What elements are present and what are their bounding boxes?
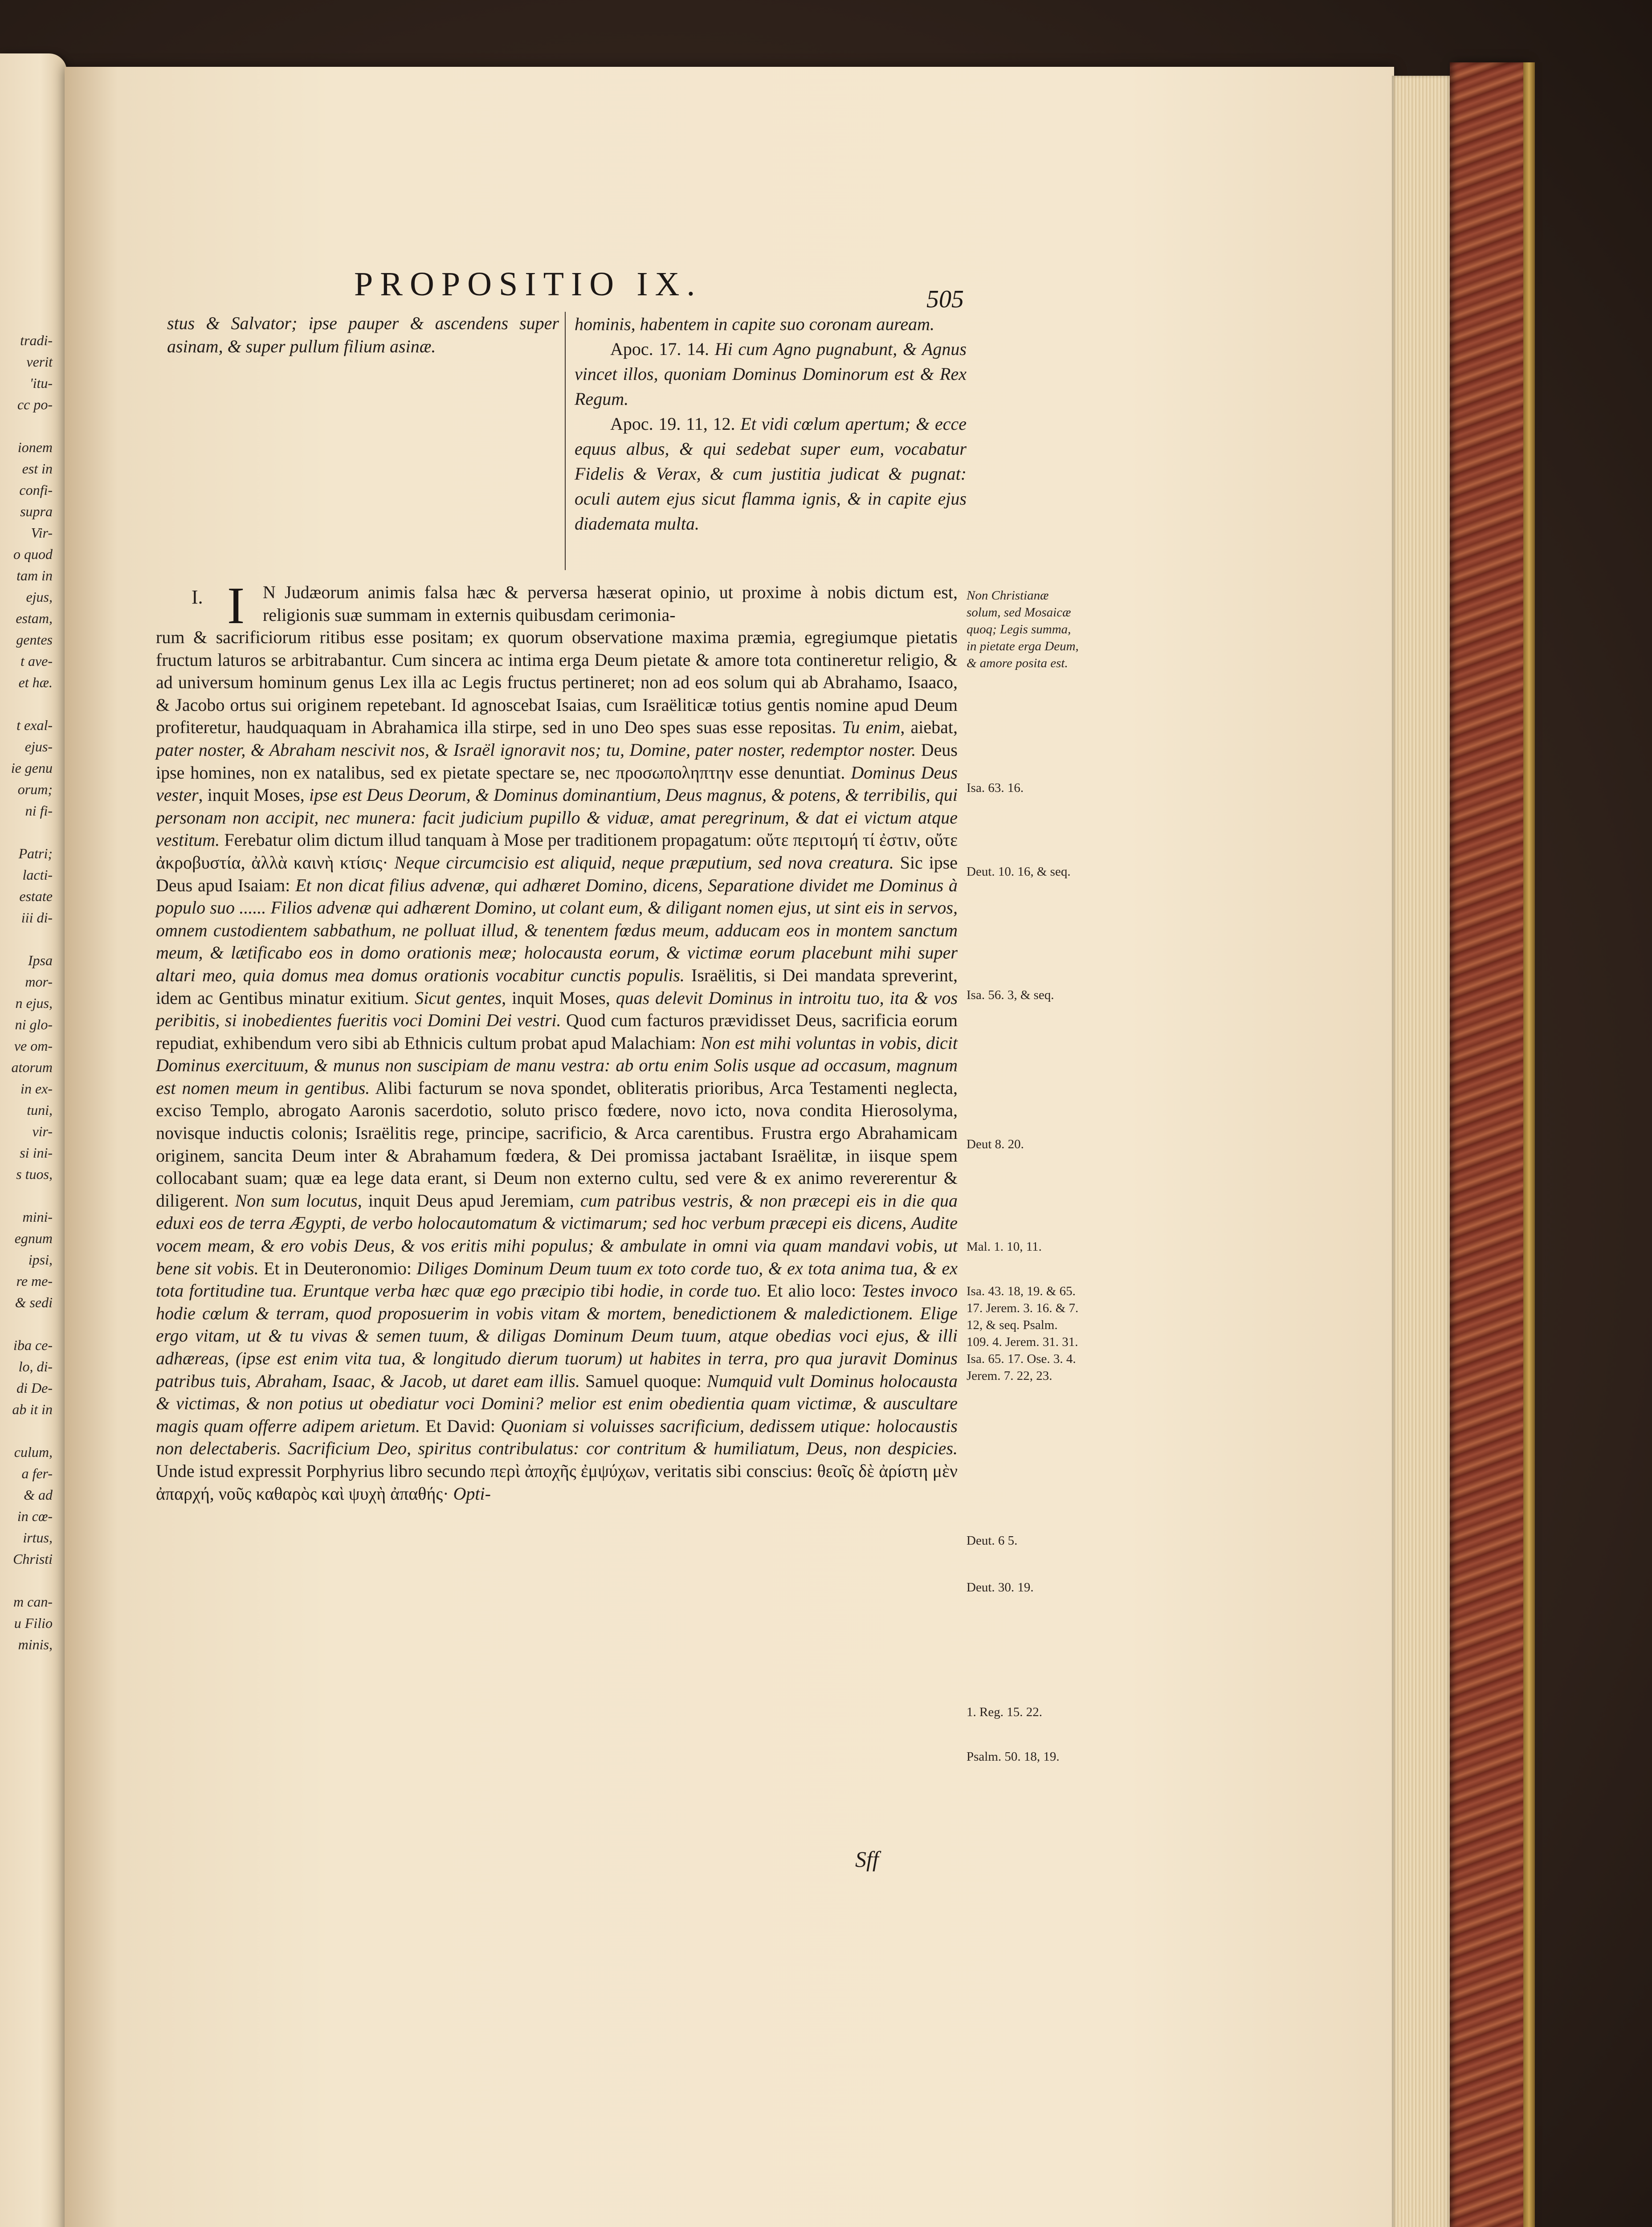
left-page-fragment: m can-: [13, 1594, 53, 1610]
left-page-fragment: tam in: [16, 567, 53, 583]
left-page-fragment: [0, 1570, 62, 1591]
top-right-column: [575, 312, 967, 536]
left-page-fragment: [0, 1185, 62, 1206]
quoted-text: Dominus Deus vester: [156, 762, 958, 805]
section-opening: N Judæorum animis falsa hæc & perversa hæserat opinio, ut proxime à nobis dictum est, religionis suæ summam in externis quibusdam cerimonia-: [263, 582, 958, 625]
gilt-edge: [1523, 62, 1535, 2227]
left-page-fragment: & sedi: [15, 1294, 53, 1310]
left-page-fragment: o quod: [13, 546, 53, 562]
quoted-text: Sicut gentes: [415, 987, 502, 1008]
left-page-fragment: re me-: [16, 1273, 53, 1289]
left-page-fragment: ie genu: [11, 760, 53, 776]
running-head: PROPOSITIO IX.: [354, 265, 702, 303]
left-page-fragment: [0, 693, 62, 714]
left-page-fragment: tuni,: [27, 1102, 53, 1118]
quoted-text: Testes invoco hodie cœlum & terram, quod proposuerim in vobis vitam & mortem, benedictionem & maledictionem. Elige ergo vitam, ut & tu vivas & semen tuum, & diligas Dominum Deum tuum, atque obedias voci ejus, & illi adhæreas, (ipse est enim vita tua, & longitudo dierum tuorum) ut habites in terra, pro qua juravit Dominus patribus tuis, Abraham, Isaac, & Jacob, ut daret eam illis.: [156, 1281, 958, 1391]
quoted-text: quas delevit Dominus in introitu tuo, ita & vos peribitis, si inobedientes fueritis voci Domini Dei vestri.: [156, 987, 958, 1031]
margin-note-ref: Deut 8. 20.: [967, 1137, 1024, 1151]
verse-reference: Apoc. 19. 11, 12.: [610, 414, 741, 434]
left-page-fragment: orum;: [17, 781, 53, 797]
verse-text: Hi cum Agno pugnabunt, & Agnus vincet illos, quoniam Dominus Dominorum est & Rex Regum.: [575, 339, 967, 409]
marbled-cover-edge: [1450, 62, 1526, 2227]
left-page-fragment: ipsi,: [28, 1252, 53, 1268]
verse-text: Et vidi cœlum apertum; & ecce equus albus, & qui sedebat super eum, vocabatur Fidelis & Verax, & cum justitia judicat & pugnat: oculi autem ejus sicut flamma ignis, & in capite ejus diademata multa.: [575, 414, 967, 534]
section-body: [156, 626, 958, 1505]
body-text: Samuel quoque:: [580, 1370, 707, 1391]
left-page-fragment: lacti-: [22, 867, 53, 883]
verse-text: hominis, habentem in capite suo coronam auream.: [575, 314, 935, 334]
body-text: , inquit Moses,: [502, 987, 616, 1008]
left-page-fragment: lo, di-: [18, 1358, 53, 1375]
body-text: Israëlitis, si Dei mandata spreverint, idem ac Gentibus minatur exitium.: [156, 965, 958, 1008]
left-page-fragment: si ini-: [20, 1145, 53, 1161]
margin-note-summary: Non Christianæ solum, sed Mosaicæ quoq; Legis summa, in pietate erga Deum, & amore posita est.: [967, 588, 1079, 670]
quoted-text: ipse est Deus Deorum, & Dominus dominantium, Deus magnus, & potens, & terribilis, qui personam non accipit, nec munera: facit judicium pupillo & viduæ, amat peregrinum, & dat ei victum atque vestitum.: [156, 785, 958, 850]
quoted-text: Numquid vult Dominus holocausta & victimas, & non potius ut obediatur voci Domini? melior est enim obedientia quam victimæ, & auscultare magis quam offerre adipem arietum.: [156, 1370, 958, 1436]
left-page-fragment: [0, 1313, 62, 1334]
verse-paragraph: [575, 337, 967, 412]
quoted-text: Non est mihi voluntas in vobis, dicit Dominus exercituum, & munus non suscipiam de manu vestra: ab ortu enim Solis usque ad occasum, magnum est nomen meum in gentibus.: [156, 1032, 958, 1098]
left-page-fragment: ve om-: [14, 1038, 53, 1054]
left-page-fragment: [0, 928, 62, 950]
margin-note-ref: Deut. 30. 19.: [967, 1580, 1034, 1595]
left-page-fragment: ab it in: [12, 1401, 53, 1417]
quoted-text: Opti-: [453, 1483, 491, 1504]
body-text: , aiebat,: [900, 717, 958, 738]
left-page-fragment: mor-: [25, 974, 53, 990]
left-page-fragment: gentes: [16, 632, 53, 648]
quoted-text: Diliges Dominum Deum tuum ex toto corde tuo, & ex tota anima tua, & ex tota fortitudine tua. Eruntque verba hæc quæ ego præcipio tibi hodie, in corde tuo.: [156, 1258, 958, 1301]
left-page-fragment: iba ce-: [13, 1337, 53, 1353]
verse-paragraph: [575, 412, 967, 536]
quoted-text: Non sum locutus: [235, 1190, 358, 1211]
body-text: Deus ipse homines, non ex natalibus, sed ex pietate spectare se, nec προσωποληπτην esse denuntiat.: [156, 739, 958, 783]
left-page-fragment: ni glo-: [15, 1016, 53, 1032]
margin-note-ref: Isa. 63. 16.: [967, 781, 1024, 795]
left-page-fragment: u Filio: [14, 1615, 53, 1631]
left-page-fragment: in ex-: [20, 1081, 53, 1097]
body-text: Unde istud expressit Porphyrius libro secundo περὶ ἀποχῆς ἐμψύχων, veritatis sibi conscius: θεοῖς δὲ ἀρίστη μὲν ἀπαρχή, νοῦς καθαρὸς καὶ ψυχὴ ἀπαθής·: [156, 1460, 958, 1504]
signature-mark: Sff: [855, 1847, 879, 1872]
left-page-fragment: Patri;: [18, 845, 53, 861]
drop-cap: I: [227, 576, 245, 635]
body-text: Quod cum facturos prævidisset Deus, sacrificia eorum repudiat, exhibendum vero sibi ab Ethnicis cultum probat apud Malachiam:: [156, 1010, 958, 1053]
left-page-fragments: [0, 330, 62, 1655]
left-page-fragment: et hæ.: [18, 674, 53, 690]
verse-paragraph: [575, 312, 967, 337]
left-page-fragment: in cœ-: [17, 1508, 53, 1524]
body-text: , inquit Moses,: [198, 785, 309, 805]
left-page-fragment: estam,: [16, 610, 53, 626]
left-page-fragment: ejus,: [26, 589, 53, 605]
left-page-fragment: mini-: [22, 1209, 53, 1225]
body-text: Alibi facturum se nova spondet, obliteratis prioribus, Arca Testamenti neglecta, exciso Templo, abrogato Aaronis sacerdotio, soluto prisco fœdere, novo icto, nova condita Hierosolyma, novisque inductis colonis; Israëlitis rege, principe, sacrificio, & Arca carentibus. Frustra ergo Abrahamicam originem, sancita Deum inter & Abrahamum fœdera, & Dei promissa jactabant Israëlitæ, in iisque spem collocabant suam; quæ ea lege data erant, si Deum non externo cultu, sed vere & ex animo revererentur & diligerent.: [156, 1077, 958, 1211]
left-page-fragment: Vir-: [31, 525, 53, 541]
left-page-fragment: [0, 415, 62, 436]
margin-note-ref: Deut. 10. 16, & seq.: [967, 865, 1071, 879]
left-page-fragment: t exal-: [16, 717, 53, 733]
body-text: Et alio loco:: [761, 1281, 862, 1301]
left-page-fragment: vir-: [32, 1123, 53, 1139]
body-text: Et in Deuteronomio:: [258, 1258, 417, 1278]
quoted-text: Quoniam si voluisses sacrificium, dedissem utique: holocaustis non delectaberis. Sacrificium Deo, spiritus contribulatus: cor contritum & humiliatum, Deus, non despicies.: [156, 1415, 958, 1459]
left-page-fragment: 'itu-: [29, 375, 53, 391]
margin-note-ref: 1. Reg. 15. 22.: [967, 1705, 1042, 1719]
left-page-fragment: atorum: [11, 1059, 53, 1075]
left-page-fragment: Christi: [13, 1551, 53, 1567]
quoted-text: pater noster, & Abraham nescivit nos, & Israël ignoravit nos; tu, Domine, pater noster, redemptor noster.: [156, 739, 916, 760]
verse-reference: Apoc. 17. 14.: [610, 339, 715, 359]
left-page-fragment: supra: [20, 503, 53, 519]
body-text: Sic ipse Deus apud Isaiam:: [156, 852, 958, 895]
left-page-fragment: t ave-: [20, 653, 53, 669]
section-number: I.: [192, 586, 203, 608]
page-block-edge: [1392, 76, 1450, 2227]
left-page-fragment: cc po-: [17, 396, 53, 412]
page-number: 505: [926, 286, 964, 313]
margin-note-ref: Isa. 56. 3, & seq.: [967, 988, 1054, 1002]
left-page-fragment: [0, 1420, 62, 1441]
left-page-fragment: & ad: [24, 1487, 53, 1503]
left-page-fragment: ejus-: [24, 738, 53, 755]
left-page-fragment: [0, 821, 62, 843]
left-page-fragment: irtus,: [23, 1530, 53, 1546]
body-text: , inquit Deus apud Jeremiam,: [357, 1190, 580, 1211]
margin-note-ref: Isa. 43. 18, 19. & 65. 17. Jerem. 3. 16. & 7. 12, & seq. Psalm. 109. 4. Jerem. 31. 31. Isa. 65. 17. Ose. 3. 4. Jerem. 7. 22, 23.: [967, 1284, 1079, 1383]
margin-note-ref: Psalm. 50. 18, 19.: [967, 1750, 1060, 1764]
left-page-fragment: confi-: [19, 482, 53, 498]
left-page-fragment: ni fi-: [25, 803, 53, 819]
left-page-edge: [0, 53, 67, 2227]
left-page-fragment: estate: [19, 888, 53, 904]
left-page-fragment: egnum: [14, 1230, 53, 1246]
margin-note-ref: Deut. 6 5.: [967, 1534, 1018, 1548]
quoted-text: cum patribus vestris, & non præcepi eis in die qua eduxi eos de terra Ægypti, de verbo holocautomatum & victimarum; sed hoc verbum præcepi eis dicens, Audite vocem meam, & ero vobis Deus, & vos eritis mihi populus; & ambulate in omni via quam mandavi vobis, ut bene sit vobis.: [156, 1190, 958, 1278]
body-text: Et David:: [420, 1415, 501, 1436]
left-page-fragment: a fer-: [21, 1465, 53, 1481]
quoted-text: Tu enim: [842, 717, 901, 738]
left-page-fragment: di De-: [16, 1380, 53, 1396]
body-text: Ferebatur olim dictum illud tanquam à Mose per traditionem propagatum: οὔτε περιτομή τί ἐστιν, οὔτε ἀκροβυστία, ἀλλὰ καινὴ κτίσις·: [156, 830, 958, 873]
body-text: rum & sacrificiorum ritibus esse positam; ex quorum observatione maxima præmia, egregiumque pietatis fructum laturos se arbitrabantur. Cum sincera ac intima erga Deum pietate & amore tota contineretur religio, & ad universum hominum genus Lex illa ac Legis fructus pertineret; non ad eos solum qui ab Abrahamo, Isaaco, & Jacobo ortus sui originem repetebant. Id agnoscebat Isaias, cum Israëliticæ totius gentis nomine apud Deum profiteretur, haudquaquam in Abrahamica illa stirpe, sed in uno Deo spes suas esse repositas.: [156, 627, 958, 738]
left-page-fragment: culum,: [14, 1444, 53, 1460]
quoted-text: Neque circumcisio est aliquid, neque præputium, sed nova creatura.: [394, 852, 894, 873]
margin-note-ref: Mal. 1. 10, 11.: [967, 1240, 1042, 1254]
left-page-fragment: verit: [26, 354, 53, 370]
left-page-fragment: s tuos,: [16, 1166, 53, 1182]
left-page-fragment: est in: [22, 461, 53, 477]
quoted-text: Et non dicat filius advenæ, qui adhæret Domino, dicens, Separatione dividet me Dominus à populo suo ...... Filios advenæ qui adhærent Domino, ut colant eum, & diligant nomen ejus, ut sint eis in servos, omnem custodientem sabbathum, ne polluat illud, & tenentem fœdus meum, adducam eos in montem sanctum meum, & lætificabo eos in domo orationis meæ; holocausta eorum, & victimæ eorum placebunt mihi super altari meo, quia domus mea domus orationis vocabitur cunctis populis.: [156, 875, 958, 985]
top-left-column: stus & Salvator; ipse pauper & ascendens super asinam, & super pullum filium asinæ.: [167, 313, 559, 356]
left-page-fragment: iii di-: [21, 910, 53, 926]
left-page-fragment: Ipsa: [28, 952, 53, 968]
left-page-fragment: ionem: [17, 439, 53, 455]
left-page-fragment: n ejus,: [15, 995, 53, 1011]
left-page-fragment: tradi-: [20, 332, 53, 348]
left-page-fragment: minis,: [18, 1636, 53, 1652]
column-divider: [565, 312, 566, 570]
